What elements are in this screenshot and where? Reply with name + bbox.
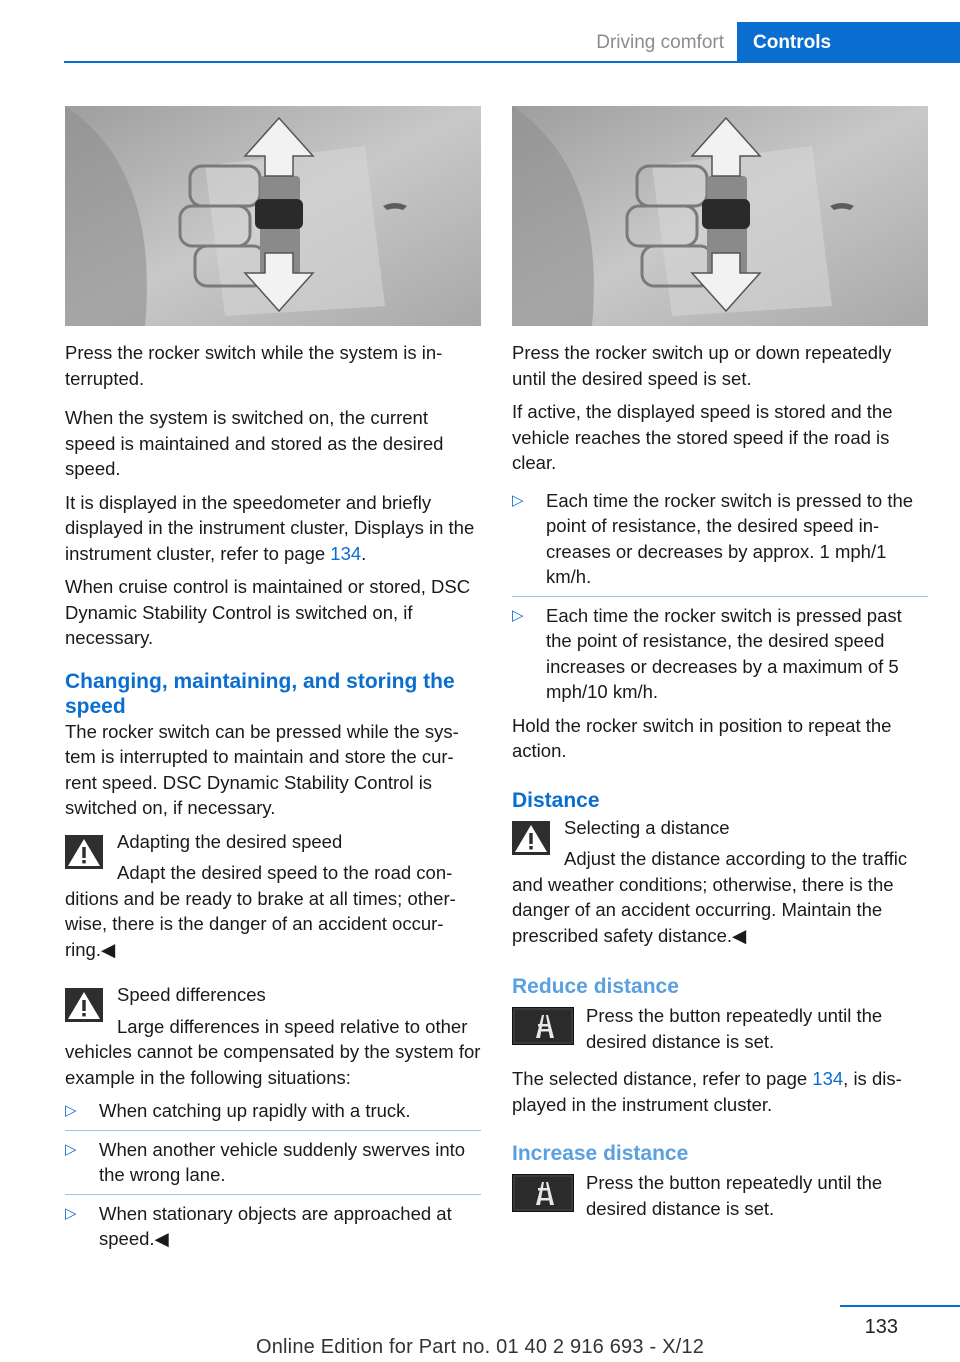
- warning-triangle-icon: [65, 988, 103, 1022]
- footer-edition-text: Online Edition for Part no. 01 40 2 916 693 - X/12: [255, 1336, 705, 1358]
- speed-steps-list: [512, 482, 928, 711]
- paragraph-displayed-end: .: [361, 542, 367, 564]
- paragraph-if-active: If active, the displayed speed is stored and the vehicle reaches the stored speed if the road is clear.: [512, 401, 893, 473]
- right-column: [512, 106, 928, 1221]
- selected-distance-text: The selected distance, refer to page: [512, 1068, 813, 1089]
- warning-body: Large differences in speed relative to other vehicles cannot be compensated by the system for example in the following situations:: [65, 1015, 481, 1088]
- paragraph-press-interrupted: Press the rocker switch while the system is in-terrupted.: [65, 342, 443, 389]
- paragraph-displayed: [65, 490, 481, 567]
- list-item: ▷ Each time the rocker switch is pressed to the point of resistance, the desired speed in-creases or decreases by approx. 1 mph/1 km/h.: [512, 482, 928, 596]
- warning-body: Adapt the desired speed to the road con-ditions and be ready to brake at all times; other-wise, there is the danger of an accident occur-ring.◀: [65, 862, 456, 960]
- increase-distance-row: [512, 1170, 928, 1221]
- warning-title: Adapting the desired speed: [117, 830, 343, 852]
- paragraph-switched-on: When the system is switched on, the current speed is maintained and stored as the desired speed.: [65, 407, 444, 479]
- distance-button-icon: [512, 1174, 574, 1212]
- list-item: ▷ Each time the rocker switch is pressed past the point of resistance, the desired speed increases or decreases by a maximum of 5 mph/10 km/h.: [512, 596, 928, 711]
- paragraph-rocker-interrupted: The rocker switch can be pressed while the sys-tem is interrupted to maintain and store the cur-rent speed. DSC Dynamic Stability Control is switched on, if necessary.: [65, 720, 459, 818]
- selected-distance-end: , is dis-played in the instrument cluster.: [512, 1068, 902, 1115]
- header-rule: [64, 61, 960, 63]
- heading-reduce-distance: Reduce distance: [512, 975, 679, 998]
- warning-adapting-speed: [65, 829, 481, 963]
- header-chapter-tab: Controls: [737, 22, 960, 62]
- page-reference-link[interactable]: 134: [330, 542, 362, 564]
- paragraph-dsc: When cruise control is maintained or stored, DSC Dynamic Stability Control is switched on, if necessary.: [65, 576, 471, 648]
- increase-distance-text: Press the button repeatedly until the desired distance is set.: [586, 1172, 883, 1219]
- warning-speed-differences: [65, 982, 481, 1090]
- paragraph-press-up-down: Press the rocker switch up or down repeatedly until the desired speed is set.: [512, 342, 892, 389]
- heading-increase-distance: Increase distance: [512, 1142, 689, 1165]
- warning-title: Selecting a distance: [564, 816, 730, 838]
- page-number: 133: [864, 1316, 898, 1338]
- footer-rule: [840, 1305, 960, 1307]
- reduce-distance-row: [512, 1003, 928, 1054]
- reduce-distance-text: Press the button repeatedly until the desired distance is set.: [586, 1005, 883, 1052]
- paragraph-selected-distance: [512, 1066, 928, 1117]
- warning-title: Speed differences: [117, 984, 266, 1005]
- list-item: ▷ When another vehicle suddenly swerves into the wrong lane.: [65, 1130, 481, 1194]
- warning-triangle-icon: [512, 821, 550, 855]
- situations-list: [65, 1092, 481, 1258]
- left-column: [65, 106, 481, 1258]
- heading-distance: Distance: [512, 788, 600, 812]
- paragraph-displayed-text: It is displayed in the speedometer and briefly displayed in the instrument cluster, Displays in the instrument cluster, refer to page: [65, 491, 475, 564]
- warning-body: Adjust the distance according to the traffic and weather conditions; otherwise, there is the danger of an accident occurring. Maintain the prescribed safety distance.◀: [512, 848, 908, 946]
- list-item: ▷ When stationary objects are approached at speed.◀: [65, 1194, 481, 1258]
- header-section-title: Driving comfort: [596, 32, 724, 53]
- steering-wheel-rocker-photo: [512, 106, 928, 326]
- paragraph-hold-rocker: Hold the rocker switch in position to repeat the action.: [512, 714, 892, 761]
- warning-selecting-distance: [512, 815, 928, 949]
- steering-wheel-rocker-photo: [65, 106, 481, 326]
- list-item: ▷ When catching up rapidly with a truck.: [65, 1092, 481, 1130]
- page-reference-link[interactable]: 134: [812, 1068, 844, 1089]
- heading-changing-speed: Changing, maintaining, and storing the speed: [65, 669, 455, 718]
- distance-button-icon: [512, 1007, 574, 1045]
- warning-triangle-icon: [65, 835, 103, 869]
